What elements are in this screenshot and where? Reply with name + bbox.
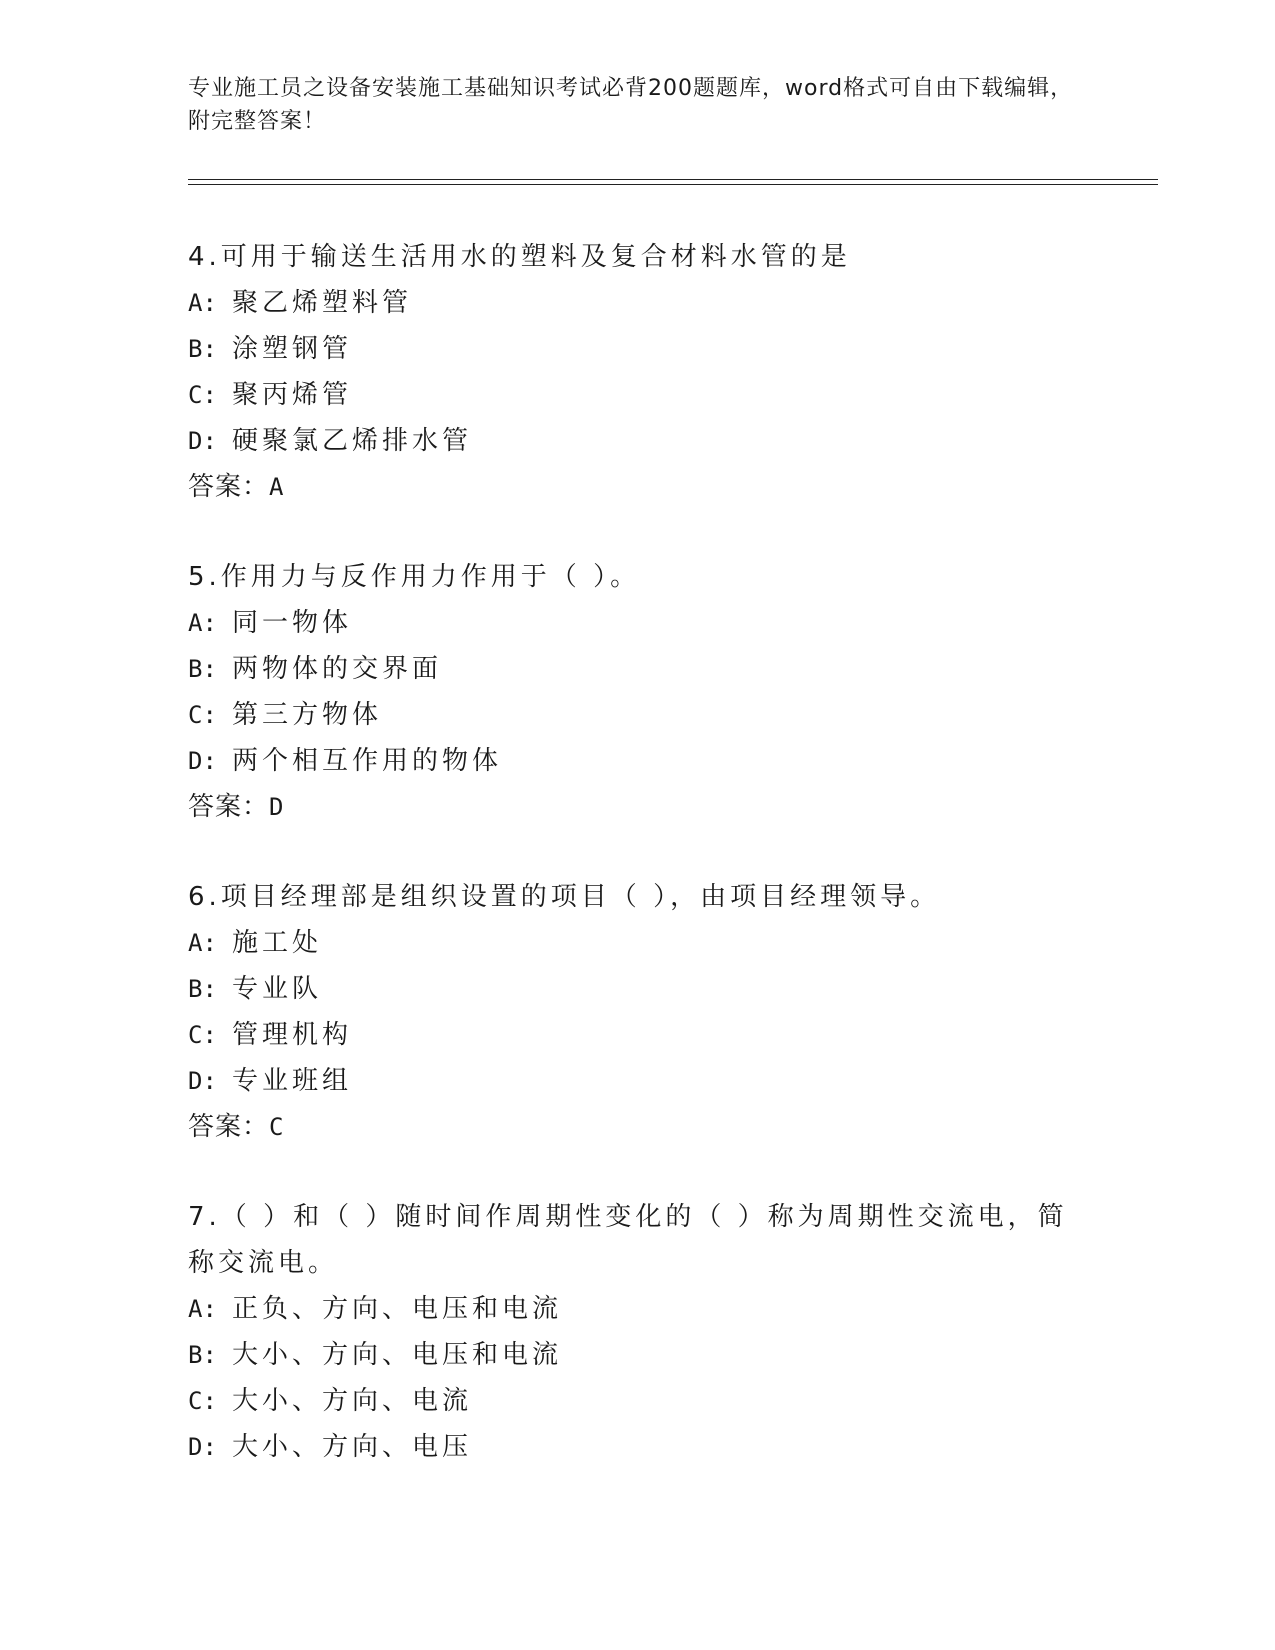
option-letter: A: xyxy=(188,289,217,317)
question-block xyxy=(188,1194,1088,1470)
option-d xyxy=(188,1424,1088,1470)
option-text: 施工处 xyxy=(232,928,323,958)
option-text: 硬聚氯乙烯排水管 xyxy=(232,426,473,456)
answer-label: 答案： xyxy=(188,472,270,502)
option-text: 涂塑钢管 xyxy=(232,334,353,364)
option-letter: C: xyxy=(188,1021,217,1049)
option-text: 专业队 xyxy=(232,974,323,1004)
option-letter: B: xyxy=(188,335,217,363)
option-b xyxy=(188,326,1088,372)
option-text: 两个相互作用的物体 xyxy=(232,746,503,776)
option-text: 大小、方向、电流 xyxy=(232,1386,473,1416)
option-text: 两物体的交界面 xyxy=(232,654,443,684)
question-text: 6.项目经理部是组织设置的项目（ ），由项目经理领导。 xyxy=(188,882,941,912)
question-text: 7.（ ）和（ ）随时间作周期性变化的（ ）称为周期性交流电，简称交流电。 xyxy=(188,1202,1068,1278)
option-b xyxy=(188,646,1088,692)
option-text: 同一物体 xyxy=(232,608,353,638)
option-text: 第三方物体 xyxy=(232,700,383,730)
option-letter: D: xyxy=(188,1067,217,1095)
option-letter: C: xyxy=(188,701,217,729)
option-letter: D: xyxy=(188,747,217,775)
answer-value: A xyxy=(269,473,285,501)
option-letter: A: xyxy=(188,609,217,637)
answer-line xyxy=(188,1104,1088,1150)
answer-label: 答案： xyxy=(188,792,270,822)
option-text: 正负、方向、电压和电流 xyxy=(232,1294,563,1324)
answer-line xyxy=(188,464,1088,510)
answer-line xyxy=(188,784,1088,830)
option-d xyxy=(188,738,1088,784)
option-letter: C: xyxy=(188,1387,217,1415)
option-text: 大小、方向、电压和电流 xyxy=(232,1340,563,1370)
question-block xyxy=(188,874,1088,1150)
option-letter: B: xyxy=(188,1341,217,1369)
option-b xyxy=(188,1332,1088,1378)
option-letter: C: xyxy=(188,381,217,409)
option-a xyxy=(188,920,1088,966)
option-text: 聚丙烯管 xyxy=(232,380,353,410)
answer-value: D xyxy=(269,793,285,821)
document-header: 专业施工员之设备安装施工基础知识考试必背200题题库，word格式可自由下载编辑，附完整答案！ xyxy=(188,76,1074,134)
option-c xyxy=(188,1378,1088,1424)
option-letter: A: xyxy=(188,929,217,957)
option-a xyxy=(188,1286,1088,1332)
question-text: 5.作用力与反作用力作用于（ ）。 xyxy=(188,562,641,592)
option-letter: D: xyxy=(188,427,217,455)
header-divider-bottom xyxy=(188,184,1158,185)
option-letter: D: xyxy=(188,1433,217,1461)
option-a xyxy=(188,280,1088,326)
option-text: 大小、方向、电压 xyxy=(232,1432,473,1462)
option-d xyxy=(188,1058,1088,1104)
question-block xyxy=(188,554,1088,830)
answer-value: C xyxy=(269,1113,285,1141)
question-text: 4.可用于输送生活用水的塑料及复合材料水管的是 xyxy=(188,242,851,272)
question-block xyxy=(188,234,1088,510)
option-a xyxy=(188,600,1088,646)
option-c xyxy=(188,372,1088,418)
answer-label: 答案： xyxy=(188,1112,270,1142)
option-text: 管理机构 xyxy=(232,1020,353,1050)
option-c xyxy=(188,692,1088,738)
option-text: 专业班组 xyxy=(232,1066,353,1096)
option-b xyxy=(188,966,1088,1012)
option-d xyxy=(188,418,1088,464)
header-divider-top xyxy=(188,179,1158,180)
option-c xyxy=(188,1012,1088,1058)
option-letter: B: xyxy=(188,655,217,683)
option-letter: A: xyxy=(188,1295,217,1323)
option-text: 聚乙烯塑料管 xyxy=(232,288,413,318)
option-letter: B: xyxy=(188,975,217,1003)
